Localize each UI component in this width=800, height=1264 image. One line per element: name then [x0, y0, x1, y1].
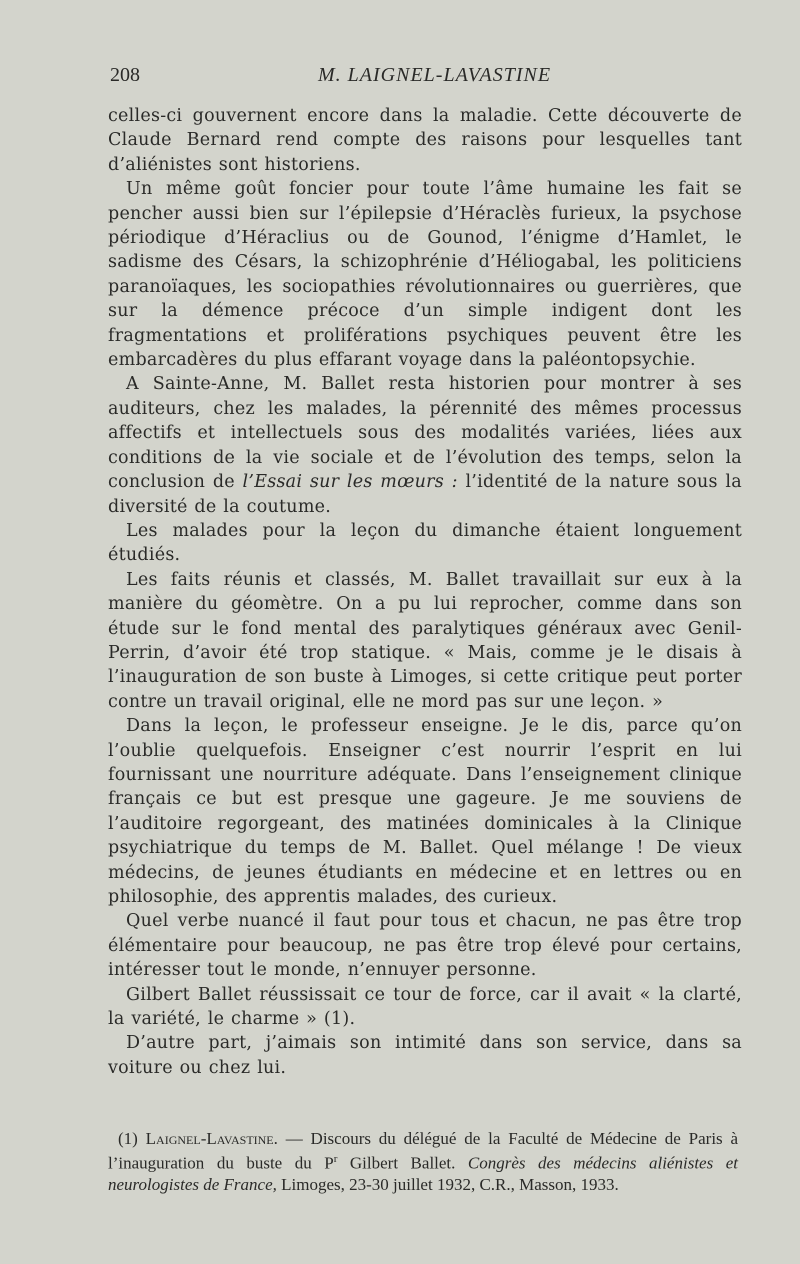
paragraph-text: l’identité de la nature sous la diversité de la coutume. — [108, 472, 742, 517]
paragraph-text: A Sainte-Anne, M. Ballet resta historien pour montrer à ses auditeurs, chez les malades, la pérennité des mêmes processus affectifs et intellectuels sous des modalités variées, liées aux conditions de la vie sociale et de l’évolution des temps, selon la conclusion de — [108, 374, 742, 493]
footnote-marker: (1) — [118, 1129, 138, 1148]
paragraph: Les faits réunis et classés, M. Ballet travaillait sur eux à la manière du géomètre. On a pu lui reprocher, comme dans son étude sur le fond mental des paralytiques généraux avec Genil-Perrin, d’avoir été trop statique. « Mais, comme je le disais à l’inauguration de son buste à Limoges, si cette critique peut porter contre un travail original, elle ne mord pas sur une leçon. » — [108, 569, 742, 712]
footnote-text: Limoges, 23-30 juillet 1932, C.R., Masson, 1933. — [281, 1174, 619, 1194]
running-head: M. LAIGNEL-LAVASTINE — [318, 64, 552, 86]
footnote-title-abbrev: r — [333, 1153, 338, 1165]
footnote-congress: Congrès des médecins aliénistes et neurologistes de France, — [108, 1153, 738, 1194]
footnote: (1) Laignel-Lavastine. — Discours du délégué de la Faculté de Médecine de Paris à l’inauguration du buste du $P^r$ Gilbert Ballet. Congrès des médecins aliénistes et neurologistes de France, Limoges, 23-30 juillet 1932, C.R., Masson, 1933. — [108, 1129, 739, 1194]
paragraph: D’autre part, j’aimais son intimité dans son service, dans sa voiture ou chez lui. — [108, 1033, 742, 1078]
footnote-text: — Discours du délégué de la Faculté de Médecine de Paris à l’inauguration du buste du — [108, 1129, 739, 1173]
paragraph: Quel verbe nuancé il faut pour tous et chacun, ne pas être trop élémentaire pour beaucoup, ne pas être trop élevé pour certains, intéresser tout le monde, n’ennuyer personne. — [108, 911, 742, 981]
paragraph — [108, 372, 742, 518]
paragraph: Gilbert Ballet réussissait ce tour de force, car il avait « la clarté, la variété, le charme » (1). — [108, 984, 742, 1030]
paragraph: celles-ci gouvernent encore dans la maladie. Cette découverte de Claude Bernard rend compte des raisons pour lesquelles tant d’aliénistes sont historiens. — [108, 106, 742, 175]
page-header — [110, 64, 746, 88]
page-number: 208 — [110, 64, 140, 86]
paragraph: Les malades pour la leçon du dimanche étaient longuement étudiés. — [108, 520, 742, 566]
paragraph: Un même goût foncier pour toute l’âme humaine les fait se pencher aussi bien sur l’épilepsie d’Héraclès furieux, la psychose périodique d’Héraclius ou de Gounod, l’énigme d’Hamlet, le sadisme des Césars, la schizophrénie d’Héliogabal, les politiciens paranoïaques, les sociopathies révolutionnaires ou guerrières, que sur la démence précoce d’un simple indigent dont les fragmentations et proliférations psychiques peuvent être les embarcadères du plus effarant voyage dans la paléontopsychie. — [108, 179, 742, 371]
body-text — [108, 104, 742, 1080]
book-title: l’Essai sur les mœurs : — [242, 472, 458, 493]
footnote-author: Laignel-Lavastine. — [145, 1129, 278, 1148]
footnote-text: Gilbert Ballet. — [349, 1153, 456, 1173]
paragraph: Dans la leçon, le professeur enseigne. Je le dis, parce qu’on l’oublie quelquefois. Enseigner c’est nourrir l’esprit en lui fournissant une nourriture adéquate. Dans l’enseignement clinique français ce but est presque une gageure. Je me souviens de l’auditoire regorgeant, des matinées dominicales à la Clinique psychiatrique du temps de M. Ballet. Quel mélange ! De vieux médecins, de jeunes étudiants en médecine et en lettres ou en philosophie, des apprentis malades, des curieux. — [108, 716, 742, 907]
